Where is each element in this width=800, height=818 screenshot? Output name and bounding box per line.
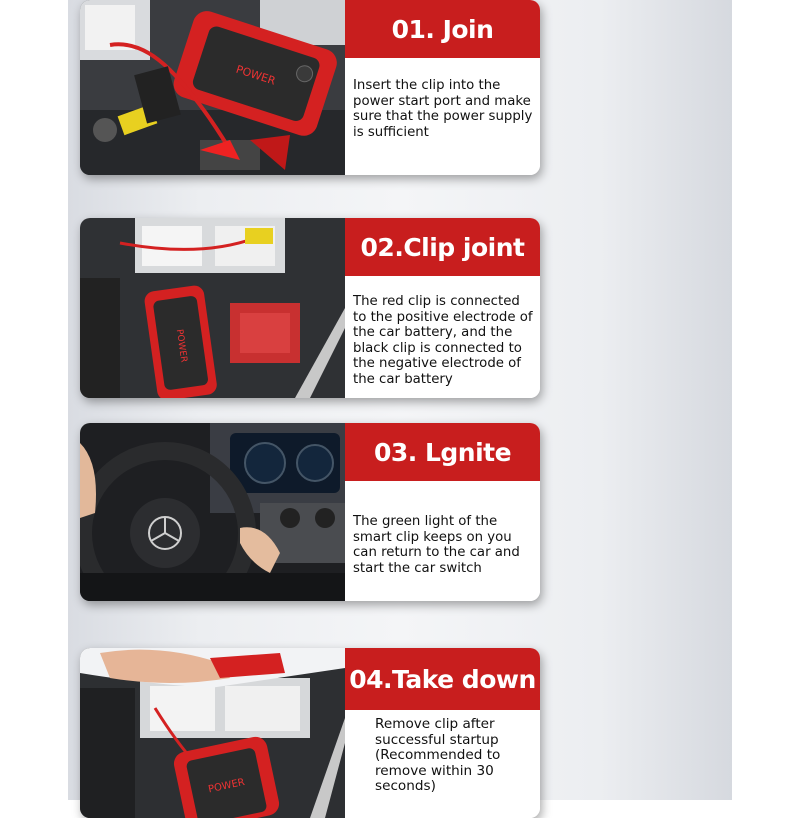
step-2-description: The red clip is connected to the positive electrode of the car battery, and the black clip is connected to the negative electrode of the car battery bbox=[353, 294, 533, 387]
step-3-description: The green light of the smart clip keeps on you can return to the car and start the car switch bbox=[353, 514, 520, 576]
step-card-4 bbox=[80, 648, 540, 818]
step-2-info bbox=[345, 218, 540, 398]
step-2-photo bbox=[80, 218, 345, 398]
step-4-info bbox=[345, 648, 540, 818]
step-card-2 bbox=[80, 218, 540, 398]
step-1-title: 01. Join bbox=[345, 0, 540, 58]
step-1-info bbox=[345, 0, 540, 175]
step-1-photo bbox=[80, 0, 345, 175]
step-4-description: Remove clip after successful startup (Recommended to remove within 30 seconds) bbox=[375, 716, 501, 794]
device-label-1: POWER bbox=[234, 62, 278, 88]
step-4-photo bbox=[80, 648, 345, 818]
step-4-title: 04.Take down bbox=[345, 648, 540, 710]
step-3-photo bbox=[80, 423, 345, 601]
device-label-2: POWER bbox=[173, 328, 189, 364]
step-card-3 bbox=[80, 423, 540, 601]
step-1-description: Insert the clip into the power start port and make sure that the power supply is sufficient bbox=[353, 78, 533, 140]
step-card-1 bbox=[80, 0, 540, 175]
step-2-title: 02.Clip joint bbox=[345, 218, 540, 276]
step-3-info bbox=[345, 423, 540, 601]
device-label-4: POWER bbox=[207, 776, 246, 796]
step-3-title: 03. Lgnite bbox=[345, 423, 540, 481]
